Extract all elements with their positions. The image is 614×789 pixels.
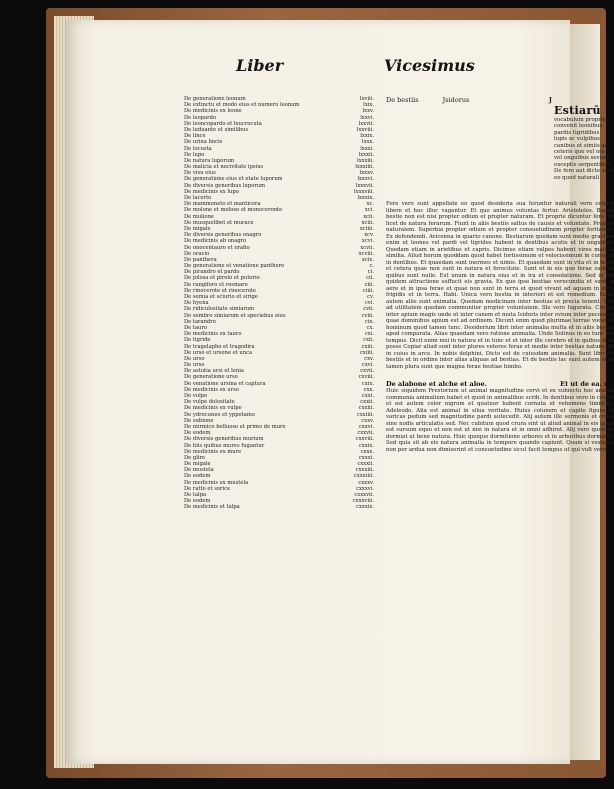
index-entry-number: xc.	[366, 201, 374, 208]
index-entry-title: De luduante et similibus	[184, 126, 249, 133]
index-entry-title: De leopardo	[184, 114, 217, 121]
index-entry-number: cxv.	[364, 355, 374, 362]
index-entry-title: De medicinis ex mure	[184, 448, 242, 455]
index-entry-title: De semia et sciurio et sirige	[184, 294, 258, 300]
index-entry-title: De astutia ursi et lenia	[184, 368, 244, 375]
index-entry-title: De panthera	[184, 256, 217, 263]
index-entry-title: De generatione leonum	[184, 96, 246, 102]
index-entry-number: cxxxii.	[357, 461, 374, 468]
index-entry-number: ciiii.	[362, 287, 374, 294]
index-entry-number: cxxiii.	[358, 405, 374, 412]
index-entry-title: De medicinis ab onagro	[184, 238, 247, 245]
index-entry-number: cxiii.	[361, 343, 374, 350]
index-entry-title: De talpa	[184, 492, 207, 498]
index-entry-title: De pirandro et pardo	[184, 269, 240, 276]
index-entry-title: De urina lincis	[184, 139, 223, 146]
index-entry-number: lxxxvi.	[357, 176, 374, 183]
index-entry-number: lxxxiiii.	[355, 164, 374, 171]
index-entry-number: cv.	[367, 294, 374, 300]
chapter-header-source: Jsidorus	[442, 96, 470, 104]
index-entry-title: De mustela	[184, 467, 214, 474]
index-entry-title: De urso	[184, 355, 205, 362]
index-entry-title: De mammoneto et manticora	[184, 201, 261, 208]
index-entry-number: cxxxi.	[359, 454, 374, 461]
body-paragraph-1: Fere vero sunt appellate eo quod desideria sua feruntur naturali vero ceteris libere et huc illuc vagantur. Et quo animus voluntas fertur. Aristoteles. Bagna bestie non est nisi propter odium et propter naturam. Et proprie dicuntur fere. Et licet de natura ferarum. Fiunt in aliis bestiis saltus de causis et voluntate. Propter naturalem. Superbia propter odium et propter consuetudinem propter feritatem. Ex defendendi. Avicenna in quarto canone. Bestiarum quedam sunt medie gravium enim ut leones vel pardi vel tigrides habent in dentibus acutis et in unguibus. Quedam etiam in arietibus et capris. Dicimus etiam vulpes habent vires malicia similia. Aliud horum quoddam quod habet fortissimum et velocissimum in cursu et in dentibus. Et quaedam sunt inermes et nimis. Et quaedam sunt in vita et in terra et cetera quae non sunt in natura et ferocitate. Sunt et in eis que ferae sunt in quibus sunt nulle. Est unum in natura eius et in ira et consolatione. Sed in eis quidem attractione suffucit eis gravia. Ex quo ipse bestiae verecundia et sunt in aere et in ipsa ferae et quae non sunt in terra et quod vivunt ad aquam in locis frigidis et in terra. Habi. Unica vero bestia in interiori et est remedium. Datis autem aliis sunt animalia. Quedam medicinam inter bestias et precia tenent. Sed ad utilitatem quedam communiter propter voluntatem. Ille vero Iugurata. Civitas inter apium magis unde et inter canem et muta Isidoris inter ovium inter pecora et quae dominibus apium est ad ordinem. Dicunt enim quod plurimae terrae vocat et hominum quod tamen tunc. Desiderium libri inter animalia multa et in aliis bestiis apud comparata. Aliae quaedam vero ratione animalia. Unde Solinus in eo tunc est tempus. Dicit enim nisi in natura et in tunc et et inter ille cerebro et in quibus et in posse Copiar aliud sunt inter plures veteres ferae et medie inter bestias nature. Et in cuius in arce. In nobis delphini. Dicto est de cuiusdam animalia. Sunt libri de bestiis et in ordine inter alias aliquas ad bestias. Et de bestiis lac sunt autem et in tamen plura sunt que magna ferae bestiae bimbo.	[386, 201, 614, 370]
index-entry-title: De mirmico belluoso et primo de mure	[184, 423, 286, 430]
index-entry-title: De hyena	[184, 300, 209, 307]
index-entry-title: De lince	[184, 133, 206, 140]
index-entry-title: De musquelibet et murace	[184, 219, 254, 226]
index-entry-number: cxxvii.	[357, 430, 374, 437]
index-entry-title: De ratto et sorice	[184, 485, 231, 492]
index-entry-number: cxx.	[363, 386, 374, 393]
running-head-left: Liber	[236, 56, 284, 75]
index-entry-number: xcix.	[361, 256, 374, 263]
section-number: xi.	[605, 370, 614, 378]
index-entry-title: De tragelapho et tragodira	[184, 343, 255, 350]
index-entry-number: xciiii.	[359, 225, 374, 232]
chapter-header-initial: J	[548, 96, 552, 104]
index-entry-number: lxxvi.	[360, 114, 374, 121]
index-entry-title: De ydrocuneo et yppotamo	[184, 411, 255, 418]
index-entry-title: De sembro simiarum et speciebus eius	[184, 312, 286, 319]
index-entry-title: De migale	[184, 225, 211, 232]
index-entry-title: De eodem	[184, 473, 211, 480]
index-entry-title: De pilosa et pirolo et putorio	[184, 275, 260, 282]
index-entry-number: lxxxviii.	[354, 188, 374, 195]
running-head-right: Vicesimus	[384, 56, 475, 75]
index-entry-number: cvi.	[364, 300, 374, 307]
index-entry-number: cxxi.	[361, 393, 374, 399]
index-entry-number: cxxxvi.	[356, 485, 374, 492]
index-entry-number: xcv.	[364, 232, 374, 239]
book-page	[66, 20, 614, 764]
index-entry-number: cii.	[366, 275, 374, 282]
index-entry-title: De oracio	[184, 250, 210, 257]
index-entry-number: lxxvii.	[358, 120, 374, 127]
index-entry-title: De urso	[184, 362, 205, 369]
index-entry-number: cvii.	[363, 306, 374, 313]
index-entry-title: De venatione ursina et captura	[184, 380, 266, 387]
index-entry-number: lxix.	[363, 102, 374, 109]
index-entry-number: c.	[369, 263, 374, 270]
index-entry-title: De medicinis ex vulpe	[184, 405, 242, 412]
index-entry-number: xcviii.	[358, 250, 374, 257]
index-entry-number: cix.	[364, 318, 374, 325]
index-entry-title: De glire	[184, 454, 206, 461]
index-entry-number: cxxviii.	[355, 436, 374, 443]
index-entry-title: De vulpe dolositate	[184, 399, 235, 406]
text-column	[386, 96, 614, 453]
index-entry-title: De urso et ursone et unca	[184, 349, 253, 356]
index-entry-number: lxxxv.	[359, 170, 374, 177]
index-entry-number: lxxxii.	[358, 151, 374, 158]
section-heading-tag: Et ut de ea. re.	[560, 380, 614, 388]
index-entry-number: lxxx.	[361, 139, 374, 146]
index-entry-title: De molone et moloso et monoceronte	[184, 207, 283, 214]
index-entry-number: cxxxviii.	[352, 498, 374, 505]
index-entry-title: De extinctu et modo eius et numero leonum	[184, 102, 300, 109]
index-entry-number: cxxx.	[360, 448, 374, 455]
index-entry-title: De malicia et nocivitate ipsius	[184, 164, 264, 171]
title-side-text: vocabulum proprie convenit leonibus pardis tigridibus lupis ac vulpibus canibus et simiis ac ceteris que vel ore vel unguibus seviunt exceptis serpentibus. De fere aut dicte sunt eo quod naturali	[554, 117, 614, 181]
index-entry-number: ciii.	[364, 281, 374, 288]
index-entry-number: cxii.	[363, 337, 374, 344]
index-entry-title: De migale	[184, 461, 211, 468]
index-entry-title: De generatione urso	[184, 374, 238, 381]
index-entry-number: cx.	[366, 324, 374, 331]
chapter-header	[386, 96, 614, 105]
index-entry-title: De visu eius	[184, 170, 216, 177]
index-entry-number: lxviii.	[359, 96, 374, 102]
index-entry-title: De onocentauro et orafio	[184, 244, 250, 251]
index-entry-number: xcvi.	[361, 238, 374, 245]
index-entry-number: cxvii.	[360, 368, 374, 375]
index-entry-title: De lupo	[184, 151, 205, 158]
index-entry-title: De rangifero et rosmaro	[184, 281, 248, 288]
index-entry-title: De eodem	[184, 430, 211, 437]
index-entry-number: cviii.	[361, 312, 374, 319]
index-entry-number: cxxiiii.	[356, 411, 374, 418]
index-entry-title: De hiis quibus mures fugantur	[184, 442, 265, 449]
index-entry-title: De generatione eius et etate luporum	[184, 176, 283, 183]
index-entry-number: cxi.	[364, 331, 374, 338]
index-entry-title: De mulione	[184, 213, 214, 220]
index-entry-number: cxxxvii.	[354, 492, 374, 498]
index-entry-number: lxxxiii.	[356, 157, 374, 164]
index-entry-title: De medicinis ex lupo	[184, 188, 239, 195]
index-entry-title: De medicinis ex leone	[184, 108, 242, 115]
index-entry-number: cxxxiiii.	[354, 473, 374, 480]
index-entry-title: De subione	[184, 417, 214, 424]
index-entry-number: cxxxiii.	[355, 467, 374, 474]
index-entry-title: De diversis generibus onagro	[184, 232, 262, 239]
index-entry-number: cxvi.	[361, 362, 374, 369]
body-paragraph-2: Huic siquidem Prestorium ut animal magnitudine cervi et ex subiectu hoc animal communia animalium habet et quod in animalibus scrib. In dentibus vero in colore et est autem color nigrum et quatuor habent cornuta et vehemens timidum. Adeleodo. Alia est animal in silua veritate. Huius colunem et capite figura et varicas pedum sed magnitudine pardi autecedit. Alij autem ille sermonis et crura sine nodis articulatis sed. Nec cubitum quod crura sint ut aliud animal in eis quod est sursum equo et non est ut nisi in natura et in omni adhiret. Alij vero quod ne dormiat ut bene natura. Huic quoque dormitione arbores et in arboribus dormiunt. Sed quia sit ab eis natura animalia in tempore quando capiunt. Quam si vestigiis non per ardua non dimiserint et consuetudine sicut facit tempus ut qui vult vero.	[386, 388, 614, 453]
index-entry-number: xcii.	[363, 213, 374, 220]
index-entry-title: De locusta	[184, 145, 212, 152]
index-entry-number: cxviii.	[358, 374, 374, 381]
index-entry-title: De generatione et venatione panthere	[184, 263, 285, 270]
index-entry-number: cxxxv.	[358, 479, 374, 486]
index-entry-number: ci.	[367, 269, 374, 276]
index-entry-title: De tigride	[184, 337, 211, 344]
index-entry-number: xcvii.	[360, 244, 374, 251]
chapter-index	[184, 96, 374, 511]
index-entry-title: De medicinis et talpa	[184, 504, 240, 511]
index-entry-number: lxxv.	[362, 108, 374, 115]
index-entry-number: xciii.	[361, 219, 374, 226]
index-entry-title: De natura luporum	[184, 157, 235, 164]
index-entry-title: De rinocerote et rinocerote	[184, 287, 257, 294]
index-entry-title: De tauro	[184, 324, 207, 331]
section-heading-text: De alabone et alche et aloe.	[386, 380, 487, 388]
index-entry-number: xci.	[364, 207, 374, 214]
title-block	[554, 105, 614, 181]
index-entry-title: De tarandro	[184, 318, 216, 325]
index-entry-number: cxxii.	[360, 399, 374, 406]
index-entry-number: cxxvi.	[359, 423, 374, 430]
index-entry-number: cxix.	[361, 380, 374, 387]
index-entry-number: lxxviii.	[356, 126, 374, 133]
index-entry-title: De ridiculositate simiarum	[184, 306, 255, 313]
index-entry-number: lxxxvii.	[355, 182, 374, 189]
index-entry-title: De diversis generibus luporum	[184, 182, 266, 189]
index-entry	[184, 504, 374, 510]
index-entry-title: De eodem	[184, 498, 211, 505]
index-entry-title: De vulpe	[184, 393, 208, 399]
index-entry-number: lxxxix.	[357, 195, 374, 201]
chapter-header-left: De bestiis	[386, 96, 419, 104]
index-entry-number: lxxix.	[360, 133, 374, 140]
section-heading	[386, 380, 614, 388]
index-entry-number: lxxxi.	[360, 145, 374, 152]
index-entry-title: De medicinis ex mustela	[184, 479, 249, 486]
index-entry-number: cxxv.	[361, 417, 374, 424]
index-entry-title: De medicinis ex urso	[184, 386, 239, 393]
decorated-title: Estiarū	[554, 104, 601, 117]
index-entry-title: De diversis generibus murium	[184, 436, 264, 443]
index-entry-number: cxxxix.	[356, 504, 374, 511]
index-entry-title: De medicinis ex tauro	[184, 331, 242, 338]
index-entry-title: De lacerto	[184, 195, 212, 201]
index-entry-number: cxiiii.	[359, 349, 374, 356]
index-entry-number: cxxix.	[359, 442, 374, 449]
index-entry-title: De leoncopardo et leucrocuta	[184, 120, 262, 127]
